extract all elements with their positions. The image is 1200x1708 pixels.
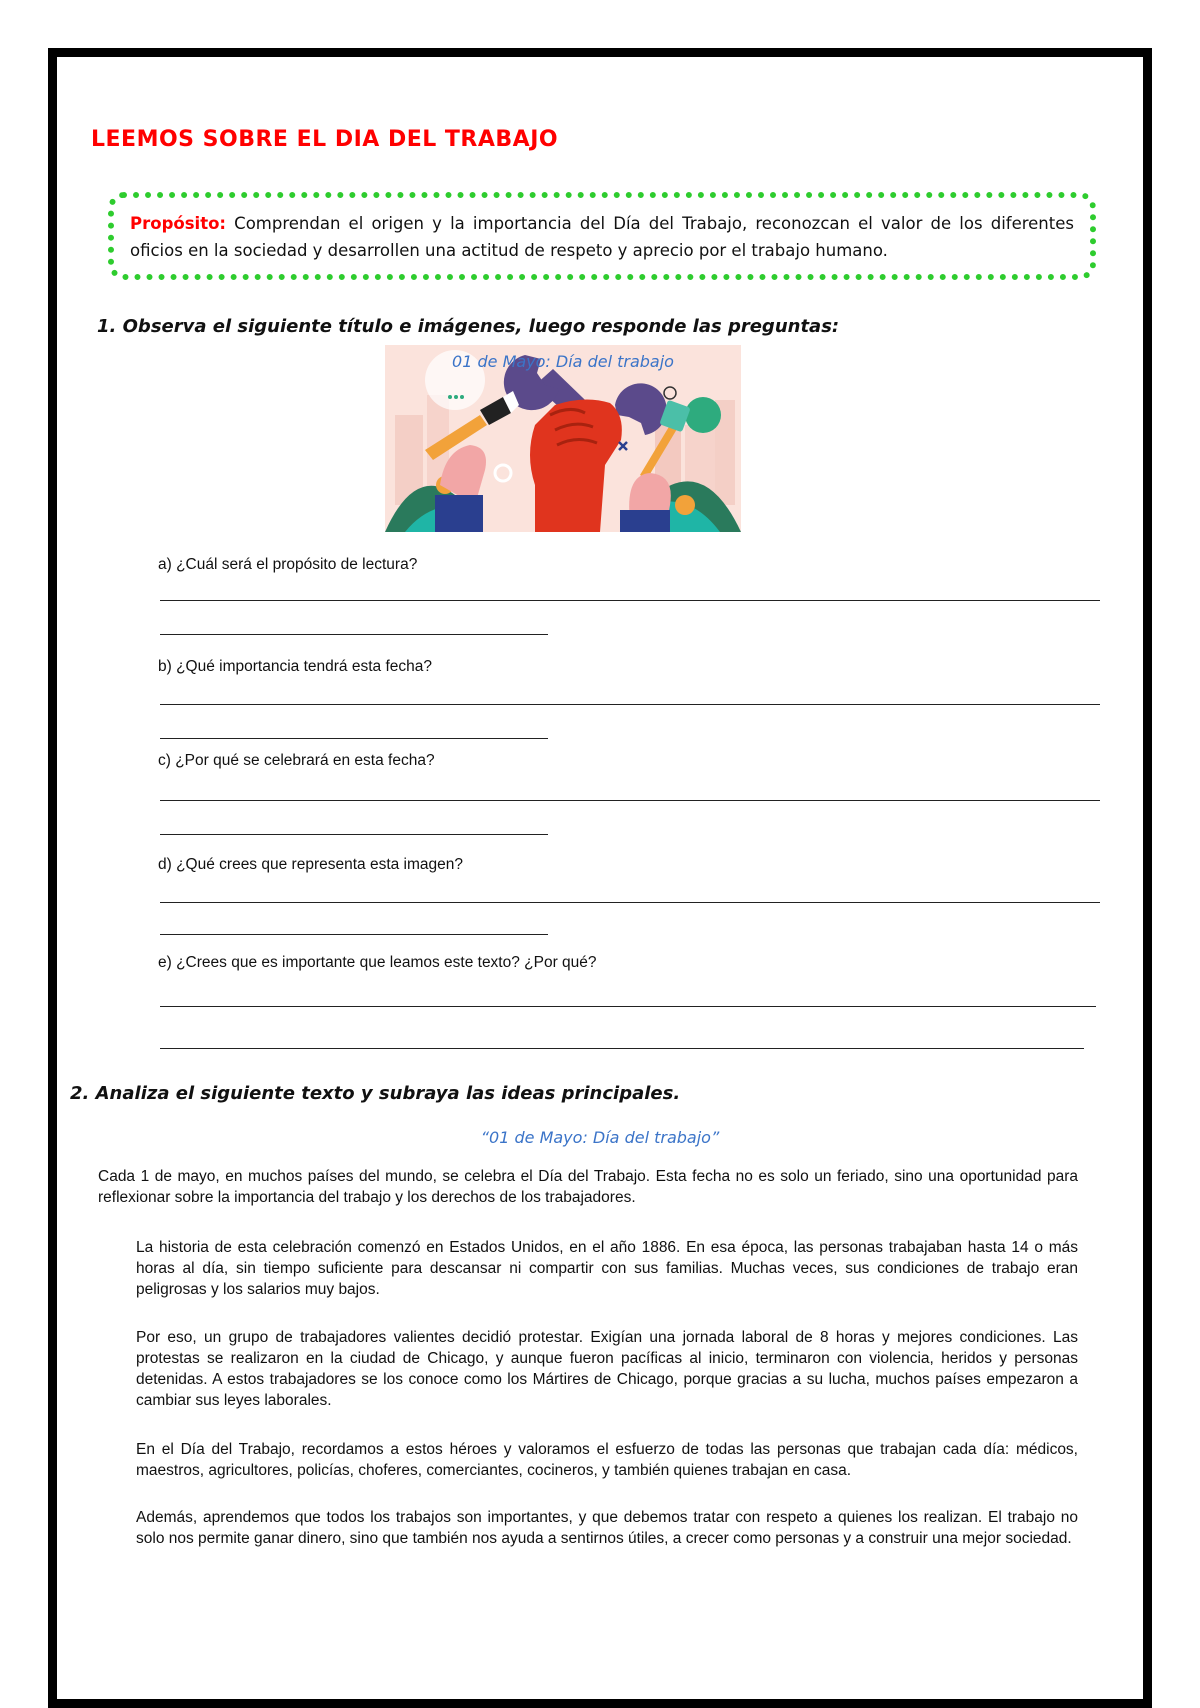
answer-line[interactable]	[160, 800, 1100, 801]
answer-line[interactable]	[160, 600, 1100, 601]
answer-line[interactable]	[160, 738, 548, 739]
question-c: c) ¿Por qué se celebrará en esta fecha?	[158, 752, 435, 769]
reading-paragraph-5: Además, aprendemos que todos los trabajos son importantes, y que debemos tratar con respeto a quienes los realizan. El trabajo no solo nos permite ganar dinero, sino que también nos ayuda a sentirnos útiles, a crecer como personas y a construir una mejor sociedad.	[136, 1509, 1078, 1547]
section-2-heading: 2. Analiza el siguiente texto y subraya las ideas principales.	[70, 1083, 681, 1104]
labor-day-illustration	[385, 345, 741, 532]
answer-line[interactable]	[160, 704, 1100, 705]
reading-paragraph-4: En el Día del Trabajo, recordamos a estos héroes y valoramos el esfuerzo de todas las personas que trabajan cada día: médicos, maestros, agricultores, policías, choferes, comerciantes, cocineros, y también quienes trabajan en casa.	[136, 1441, 1078, 1479]
question-a: a) ¿Cuál será el propósito de lectura?	[158, 556, 418, 573]
reading-paragraph-1: Cada 1 de mayo, en muchos países del mundo, se celebra el Día del Trabajo. Esta fecha no es solo un feriado, sino una oportunidad para reflexionar sobre la importancia del trabajo y los derechos de los trabajadores.	[98, 1168, 1078, 1206]
section-1-heading: 1. Observa el siguiente título e imágenes, luego responde las preguntas:	[97, 316, 840, 337]
reading-paragraph-2: La historia de esta celebración comenzó en Estados Unidos, en el año 1886. En esa época, las personas trabajaban hasta 14 o más horas al día, sin tiempo suficiente para descansar ni compartir con sus familias. Muchas veces, sus condiciones de trabajo eran peligrosas y los salarios muy bajos.	[136, 1239, 1078, 1298]
answer-line[interactable]	[160, 634, 548, 635]
image-caption: 01 de Mayo: Día del trabajo	[452, 352, 674, 371]
answer-line[interactable]	[160, 1006, 1096, 1007]
reading-title: “01 de Mayo: Día del trabajo”	[480, 1128, 720, 1147]
answer-line[interactable]	[160, 834, 548, 835]
worksheet-title: LEEMOS SOBRE EL DIA DEL TRABAJO	[91, 127, 559, 152]
answer-line[interactable]	[160, 1048, 1084, 1049]
purpose-box	[108, 192, 1096, 280]
question-e: e) ¿Crees que es importante que leamos este texto? ¿Por qué?	[158, 954, 597, 971]
question-d: d) ¿Qué crees que representa esta imagen?	[158, 856, 464, 873]
answer-line[interactable]	[160, 934, 548, 935]
answer-line[interactable]	[160, 902, 1100, 903]
purpose-label: Propósito:	[130, 214, 227, 233]
question-b: b) ¿Qué importancia tendrá esta fecha?	[158, 658, 432, 675]
reading-paragraph-3: Por eso, un grupo de trabajadores valientes decidió protestar. Exigían una jornada laboral de 8 horas y mejores condiciones. Las protestas se realizaron en la ciudad de Chicago, y aunque fueron pacíficas al inicio, terminaron con violencia, heridos y personas detenidas. A estos trabajadores se los conoce como los Mártires de Chicago, porque gracias a su lucha, muchos países empezaron a cambiar sus leyes laborales.	[136, 1329, 1078, 1409]
purpose-text: Comprendan el origen y la importancia del Día del Trabajo, reconozcan el valor de los diferentes oficios en la sociedad y desarrollen una actitud de respeto y aprecio por el trabajo humano.	[130, 214, 1074, 260]
